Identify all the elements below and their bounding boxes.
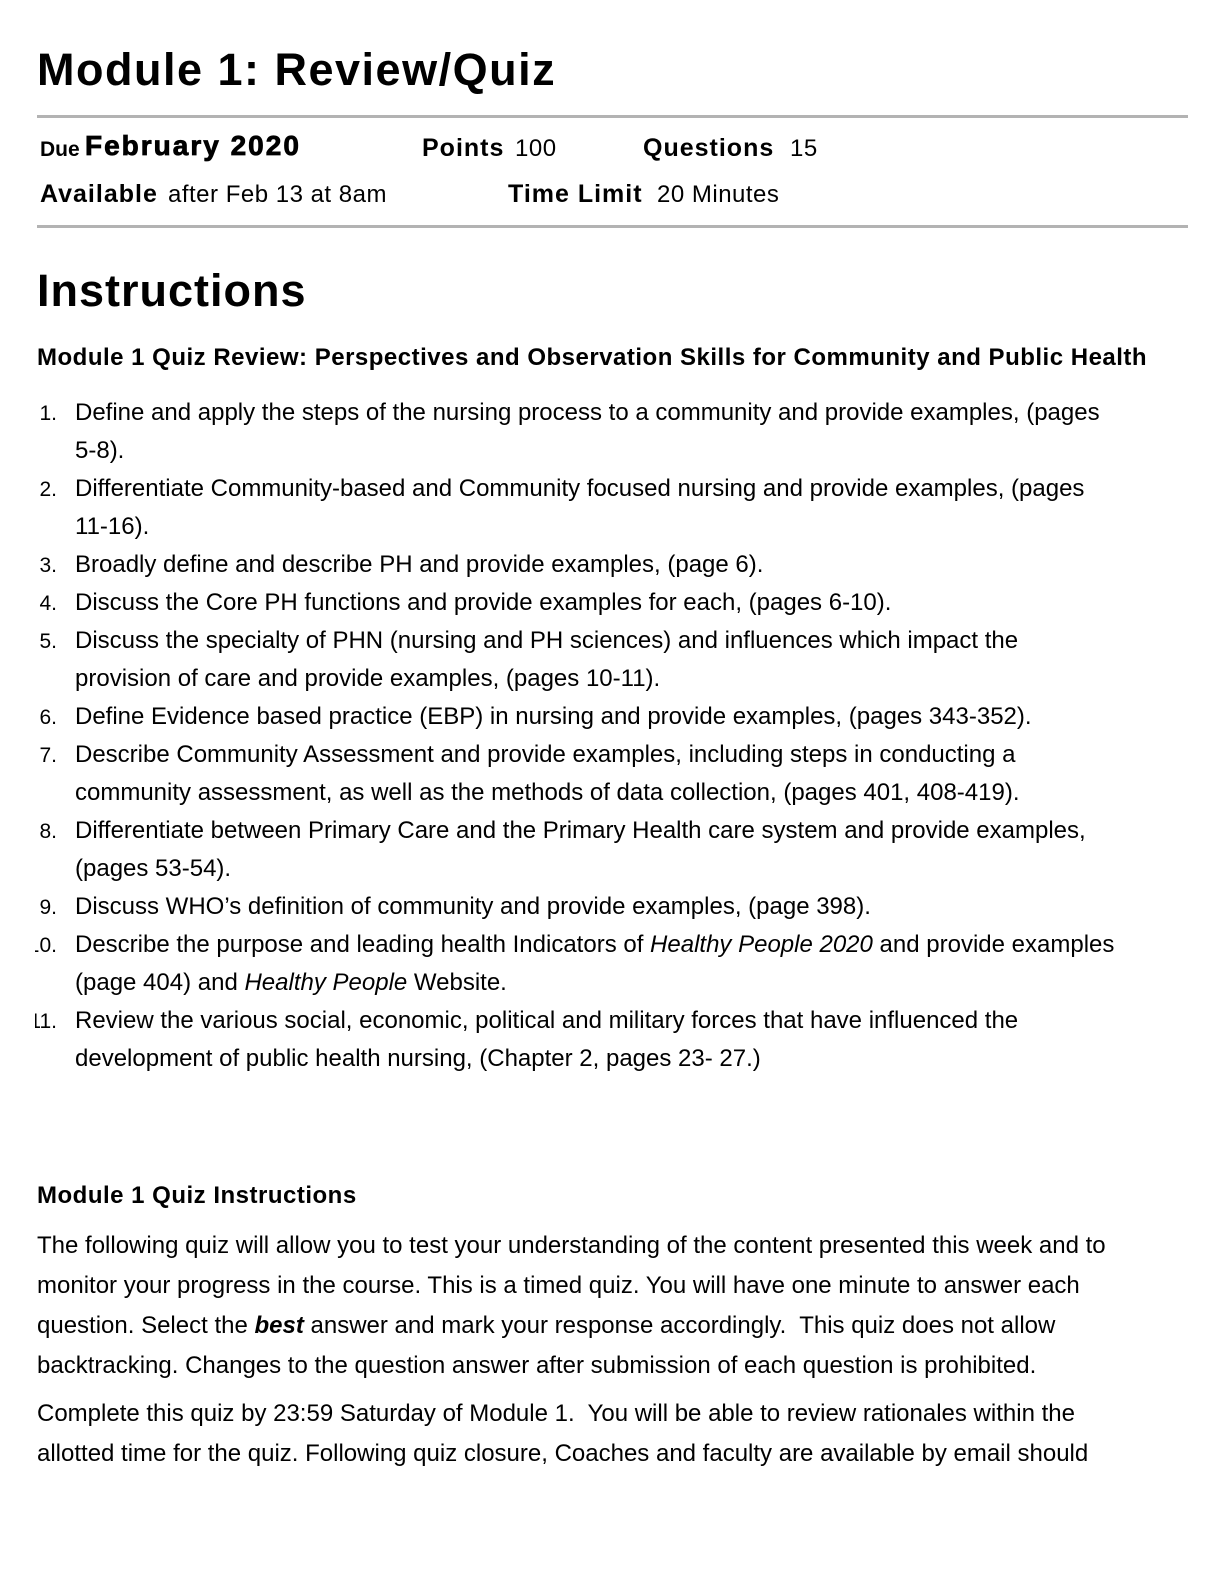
text-segment: Describe Community Assessment and provide examples, including steps in conducting a <box>75 741 1016 768</box>
objective-item <box>75 812 1188 888</box>
text-segment: Define and apply the steps of the nursing process to a community and provide examples, (pages <box>75 399 1100 426</box>
text-segment: provision of care and provide examples, (pages 10-11). <box>75 665 661 692</box>
divider-meta <box>37 225 1188 228</box>
points-value: 100 <box>515 135 557 162</box>
text-segment: question. Select the <box>37 1312 255 1339</box>
objective-item <box>75 698 1188 736</box>
objective-item <box>75 1002 1188 1078</box>
objective-item <box>75 622 1188 698</box>
time-limit-label: Time Limit <box>508 180 643 208</box>
instructions-paragraphs <box>37 1226 1188 1474</box>
time-limit-value: 20 Minutes <box>657 181 780 208</box>
text-segment: The following quiz will allow you to test your understanding of the content presented this week and to <box>37 1232 1106 1259</box>
text-segment: and provide examples <box>872 931 1115 958</box>
objective-item <box>75 888 1188 926</box>
text-segment: best <box>254 1312 304 1339</box>
text-segment: backtracking. Changes to the question answer after submission of each question is prohibited. <box>37 1352 1037 1379</box>
text-segment: monitor your progress in the course. This is a timed quiz. You will have one minute to answer each <box>37 1272 1080 1299</box>
objectives-list <box>35 394 1188 1078</box>
text-segment: 11-16). <box>75 513 150 540</box>
objective-item <box>75 736 1188 812</box>
objective-item <box>75 584 1188 622</box>
text-segment: Discuss WHO’s definition of community and provide examples, (page 398). <box>75 893 871 920</box>
text-segment: (page 404) and <box>75 969 245 996</box>
text-segment: Differentiate Community-based and Community focused nursing and provide examples, (pages <box>75 475 1085 502</box>
due-value: February 2020 <box>85 130 301 161</box>
available-value: after Feb 13 at 8am <box>168 181 387 208</box>
available-label: Available <box>40 180 158 208</box>
page-title: Module 1: Review/Quiz <box>37 44 557 95</box>
text-segment: Differentiate between Primary Care and the Primary Health care system and provide examples, <box>75 817 1086 844</box>
text-segment: Discuss the Core PH functions and provide examples for each, (pages 6-10). <box>75 589 892 616</box>
text-segment: answer and mark your response accordingly. This quiz does not allow <box>303 1312 1056 1339</box>
text-segment: allotted time for the quiz. Following quiz closure, Coaches and faculty are available by email should <box>37 1440 1089 1467</box>
text-segment: Website. <box>407 969 507 996</box>
objective-item <box>75 546 1188 584</box>
text-segment: Broadly define and describe PH and provide examples, (page 6). <box>75 551 764 578</box>
text-segment: Describe the purpose and leading health Indicators of <box>75 931 651 958</box>
questions-value: 15 <box>790 135 818 162</box>
text-segment: Define Evidence based practice (EBP) in nursing and provide examples, (pages 343-352). <box>75 703 1032 730</box>
points-label: Points <box>422 134 505 162</box>
page-content <box>37 45 1188 1474</box>
text-segment: 5-8). <box>75 437 125 464</box>
objectives-list-container <box>35 394 1188 1078</box>
questions-label: Questions <box>643 134 775 162</box>
instructions-heading: Instructions <box>37 265 307 316</box>
text-segment: community assessment, as well as the methods of data collection, (pages 401, 408-419). <box>75 779 1020 806</box>
due-label: Due <box>40 138 80 161</box>
objective-item <box>75 394 1188 470</box>
instructions-paragraph <box>37 1226 1188 1386</box>
quiz-review-heading: Module 1 Quiz Review: Perspectives and Observation Skills for Community and Public Health <box>37 344 1148 371</box>
text-segment: development of public health nursing, (Chapter 2, pages 23- 27.) <box>75 1045 761 1072</box>
quiz-instructions-heading: Module 1 Quiz Instructions <box>37 1182 357 1209</box>
text-segment: Review the various social, economic, political and military forces that have influenced the <box>75 1007 1019 1034</box>
text-segment: (pages 53-54). <box>75 855 232 882</box>
objective-item <box>75 926 1188 1002</box>
text-segment: Healthy People 2020 <box>650 931 873 958</box>
objective-item <box>75 470 1188 546</box>
quiz-meta <box>37 118 1188 225</box>
instructions-paragraph <box>37 1394 1188 1474</box>
text-segment: Complete this quiz by 23:59 Saturday of Module 1. You will be able to review rationales within the <box>37 1400 1075 1427</box>
text-segment: Healthy People <box>244 969 408 996</box>
text-segment: Discuss the specialty of PHN (nursing and PH sciences) and influences which impact the <box>75 627 1019 654</box>
